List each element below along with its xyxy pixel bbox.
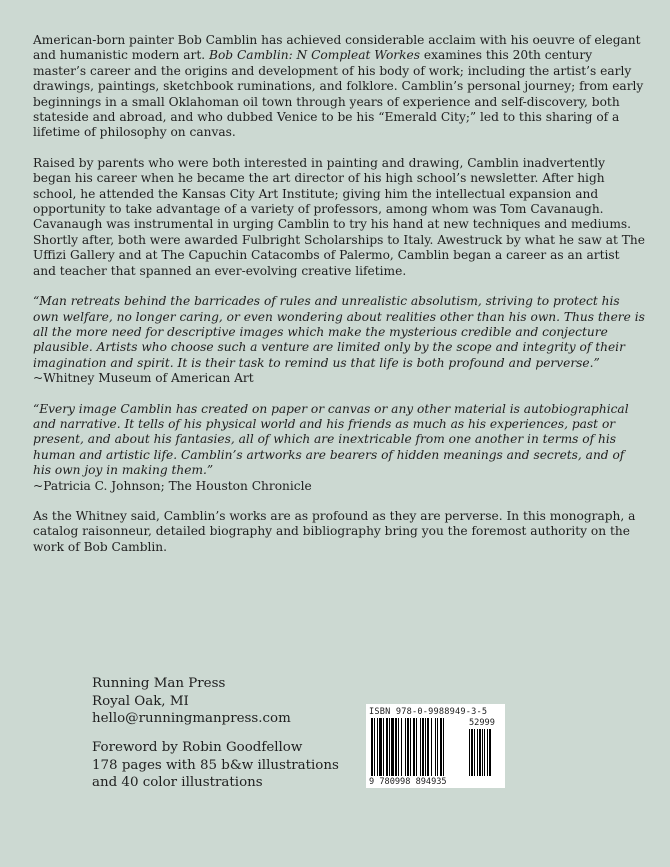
houston-quote xyxy=(33,402,645,479)
intro-paragraph xyxy=(33,33,645,141)
color-illustrations: and 40 color illustrations xyxy=(92,775,263,791)
intro-text-continued: examines this 20th century master’s career and the origins and development of his body of work; including the artist’s early drawings, paintings, sketchbook ruminations, and folklore. Camblin’s personal journey; from early beginnings in a small Oklahoman oil town through years of experience and self-discovery, both stateside and abroad, and who dubbed Venice to be his “Emerald City;” led to this sharing of a lifetime of philosophy on canvas. xyxy=(33,48,644,140)
barcode-number: 9 780998 894935 xyxy=(369,777,447,787)
back-cover-text xyxy=(33,33,645,570)
publisher-name: Running Man Press xyxy=(92,676,226,691)
whitney-quote-text: “Man retreats behind the barricades of rules and unrealistic absolutism, striving to protect his own welfare, no longer caring, or even wondering about realities other than his own. Thus there is all the more need for descriptive images which make the mysterious credible and conjecture plausible. Artists who choose such a venture are limited only by the scope and integrity of their imagination and spirit. It is their task to remind us that life is both profound and perverse.” xyxy=(33,294,645,370)
publisher-block xyxy=(92,675,291,728)
book-details xyxy=(92,739,339,792)
publisher-email[interactable]: hello@runningmanpress.com xyxy=(92,711,291,727)
whitney-attribution: ~Whitney Museum of American Art xyxy=(33,371,254,386)
book-title: Bob Camblin: N Compleat Workes xyxy=(209,48,420,63)
closing-paragraph: As the Whitney said, Camblin’s works are as profound as they are perverse. In this monograph, a catalog raisonneur, detailed biography and bibliography bring you the foremost authority on the work of Bob Camblin. xyxy=(33,508,636,554)
isbn-barcode xyxy=(366,704,505,788)
foreword-credit: Foreword by Robin Goodfellow xyxy=(92,740,303,755)
page-count: 178 pages with 85 b&w illustrations xyxy=(92,757,339,773)
intro-text: American-born painter Bob Camblin has achieved considerable acclaim with his oeuvre of elegant and humanistic modern art. xyxy=(33,33,641,63)
publisher-location: Royal Oak, MI xyxy=(92,693,189,709)
houston-attribution: ~Patricia C. Johnson; The Houston Chronicle xyxy=(33,478,312,493)
barcode-bars xyxy=(366,704,505,788)
isbn-label: ISBN 978-0-9988949-3-5 xyxy=(369,707,488,717)
houston-quote-text: “Every image Camblin has created on paper or canvas or any other material is autobiographical and narrative. It tells of his physical world and his friends as much as his experiences, past or present, and about his fantasies, all of which are inextricable from one another in terms of his human and artistic life. Camblin’s artworks are bearers of hidden meanings and secrets, and of his own joy in making them.” xyxy=(33,401,629,478)
biography-paragraph: Raised by parents who were both interested in painting and drawing, Camblin inadvertently began his career when he became the art director of his high school’s newsletter. After high school, he attended the Kansas City Art Institute; giving him the intellectual expansion and opportunity to take advantage of a variety of professors, among whom was Tom Cavanaugh. Cavanaugh was instrumental in urging Camblin to try his hand at new techniques and mediums. Shortly after, both were awarded Fulbright Scholarships to Italy. Awestruck by what he saw at The Uffizi Gallery and at The Capuchin Catacombs of Palermo, Camblin began a career as an artist and teacher that spanned an ever-evolving creative lifetime. xyxy=(33,155,645,278)
price-code: 52999 xyxy=(469,718,495,728)
whitney-quote xyxy=(33,294,645,371)
